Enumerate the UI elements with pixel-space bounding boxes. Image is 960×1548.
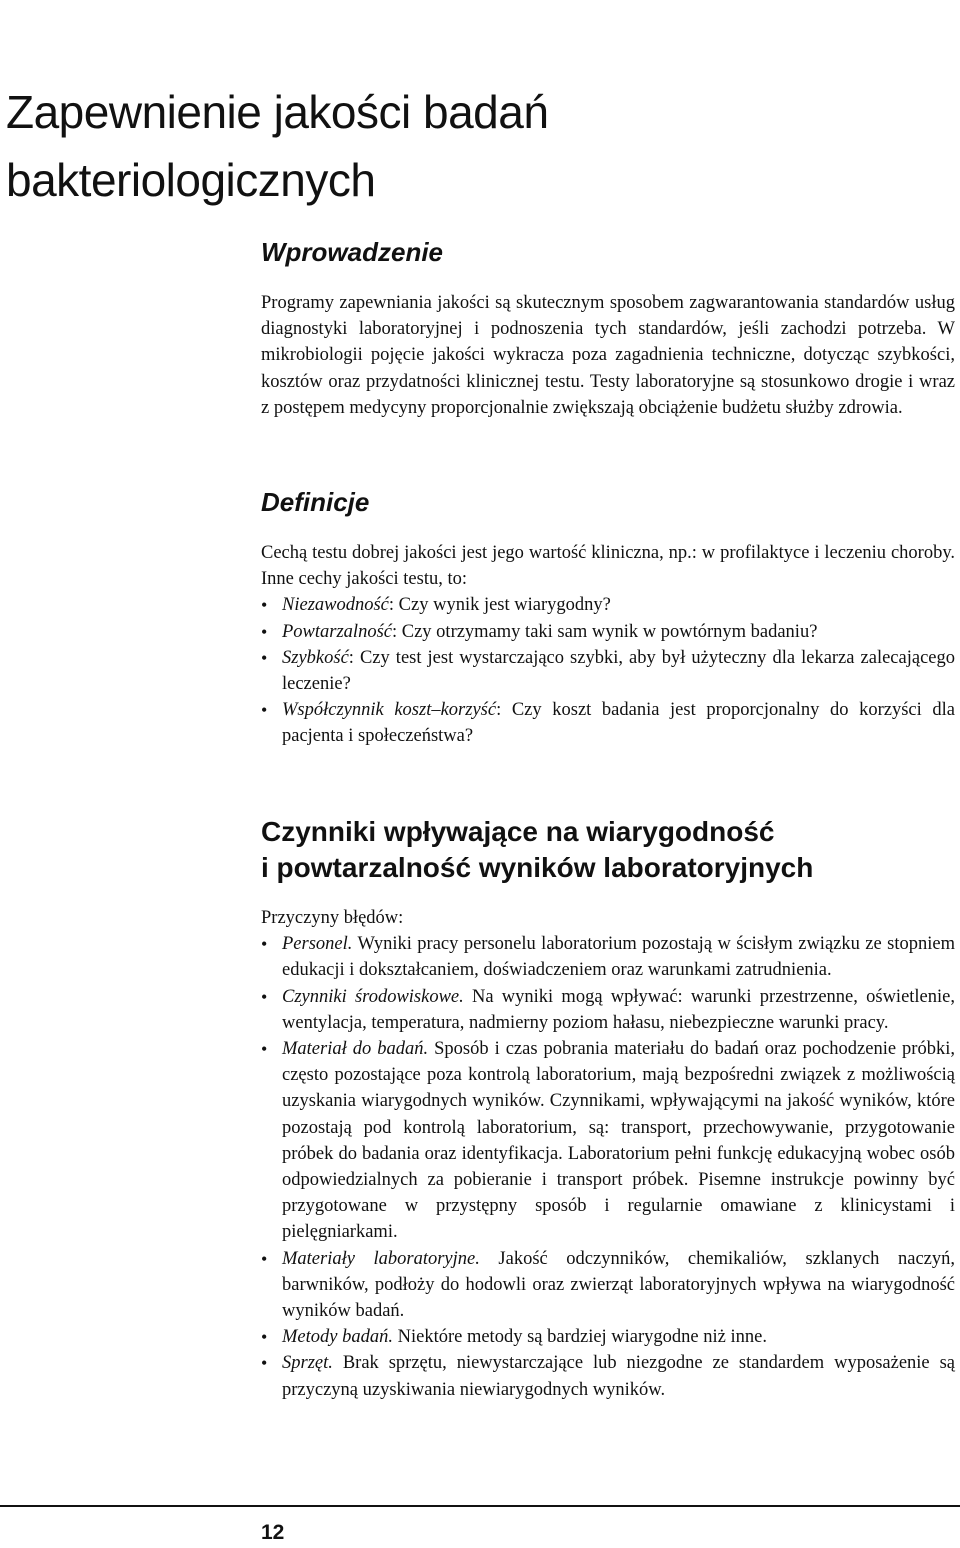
list-item-term: Personel. — [282, 934, 353, 955]
list-item — [261, 619, 955, 645]
definitions-paragraph: Cechą testu dobrej jakości jest jego wartość kliniczna, np.: w profilaktyce i leczeniu choroby. Inne cechy jakości testu, to: — [261, 543, 955, 590]
list-item-term: Powtarzalność — [282, 621, 392, 642]
introduction-paragraph: Programy zapewniania jakości są skutecznym sposobem zagwarantowania standardów usług diagnostyki laboratoryjnej i podnoszenia tych standardów, jeśli zachodzi potrzeba. W mikrobiologii pojęcie jakości wykracza poza zagadnienia techniczne, dotycząc szybkości, kosztów oraz przydatności klinicznej testu. Testy laboratoryjne są stosunkowo drogie i wraz z postępem medycyny proporcjonalnie zwiększają obciążenie budżetu służby zdrowia. — [261, 293, 955, 418]
list-item-term: Metody badań. — [282, 1327, 393, 1348]
list-item — [261, 592, 955, 618]
chapter-title-line-1: Zapewnienie jakości badań — [6, 86, 549, 138]
section-heading-factors-line-2: i powtarzalność wyników laboratoryjnych — [261, 852, 814, 883]
section-heading-definitions: Definicje — [261, 487, 370, 517]
list-item — [261, 984, 955, 1036]
factors-list — [261, 931, 955, 1403]
bullet-icon: • — [261, 595, 268, 616]
bullet-icon: • — [261, 1353, 268, 1374]
chapter-title — [6, 78, 906, 214]
bullet-icon: • — [261, 621, 268, 642]
bullet-icon: • — [261, 1039, 268, 1060]
bullet-icon: • — [261, 700, 268, 721]
list-item-term: Niezawodność — [282, 595, 389, 616]
list-item-text: Jakość odczynników, chemikaliów, szklanych naczyń, barwników, podłoży do hodowli oraz zwierząt laboratoryjnych wpływa na wiarygodność wyników badań. — [282, 1248, 955, 1322]
list-item — [261, 645, 955, 697]
bullet-icon: • — [261, 647, 268, 668]
section-heading-introduction: Wprowadzenie — [261, 237, 444, 267]
factors-body — [261, 905, 955, 1403]
list-item-text: Brak sprzętu, niewystarczające lub niezgodne ze standardem wyposażenie są przyczyną uzyskiwania niewiarygodnych wyników. — [282, 1353, 955, 1400]
list-item-text: : Czy koszt badania jest proporcjonalny do korzyści dla pacjenta i społeczeństwa? — [282, 700, 955, 747]
list-item-term: Szybkość — [282, 647, 349, 668]
bullet-icon: • — [261, 934, 268, 955]
list-item-text: : Czy otrzymamy taki sam wynik w powtórnym badaniu? — [391, 621, 818, 642]
bullet-icon: • — [261, 1327, 268, 1348]
chapter-title-line-2: bakteriologicznych — [6, 154, 376, 206]
section-heading-factors — [261, 814, 813, 886]
definitions-list — [261, 592, 955, 749]
footer-divider — [0, 1505, 960, 1507]
page-number: 12 — [261, 1521, 285, 1544]
bullet-icon: • — [261, 1248, 268, 1269]
definitions-body — [261, 540, 955, 750]
bullet-icon: • — [261, 986, 268, 1007]
introduction-body — [261, 290, 955, 421]
list-item-text: : Czy test jest wystarczająco szybki, aby był użyteczny dla lekarza zalecającego leczenie? — [282, 647, 955, 695]
list-item — [261, 697, 955, 749]
list-item-text: Niektóre metody są bardziej wiarygodne niż inne. — [392, 1327, 767, 1348]
list-item — [261, 1036, 955, 1246]
list-item-term: Materiał do badań. — [282, 1039, 429, 1060]
list-item-term: Współczynnik koszt–korzyść — [282, 700, 497, 721]
list-item — [261, 1246, 955, 1325]
section-heading-factors-line-1: Czynniki wpływające na wiarygodność — [261, 816, 775, 847]
list-item — [261, 1324, 955, 1350]
list-item — [261, 1350, 955, 1402]
list-item-term: Czynniki środowiskowe. — [282, 986, 464, 1007]
list-item-term: Materiały laboratoryjne. — [282, 1248, 480, 1269]
list-item-text: Sposób i czas pobrania materiału do badań oraz pochodzenie próbki, często pozostające poza kontrolą laboratorium, mają bezpośredni związek z możliwością uzyskania wiarygodnych wyników. Czynnikami, wpływającymi na jakość wyników, które pozostają pod kontrolą laboratorium, są: transport, przechowywanie, przygotowanie próbek do badania oraz identyfikacja. Laboratorium pełni funkcję edukacyjną wobec osób odpowiedzialnych za pobieranie i transport próbek. Pisemne instrukcje powinny być przygotowane w przystępny sposób i regularnie omawiane z klinicystami i pielęgniarkami. — [282, 1039, 955, 1243]
list-item-text: : Czy wynik jest wiarygodny? — [388, 595, 611, 616]
factors-intro: Przyczyny błędów: — [261, 908, 404, 928]
list-item — [261, 931, 955, 983]
list-item-text: Na wyniki mogą wpływać: warunki przestrzenne, oświetlenie, wentylacja, temperatura, nadmierny poziom hałasu, niebezpieczne warunki pracy. — [282, 986, 955, 1033]
list-item-text: Wyniki pracy personelu laboratorium pozostają w ścisłym związku ze stopniem edukacji i dokształcaniem, doświadczeniem oraz warunkami zatrudnienia. — [282, 934, 955, 981]
list-item-term: Sprzęt. — [282, 1353, 333, 1374]
